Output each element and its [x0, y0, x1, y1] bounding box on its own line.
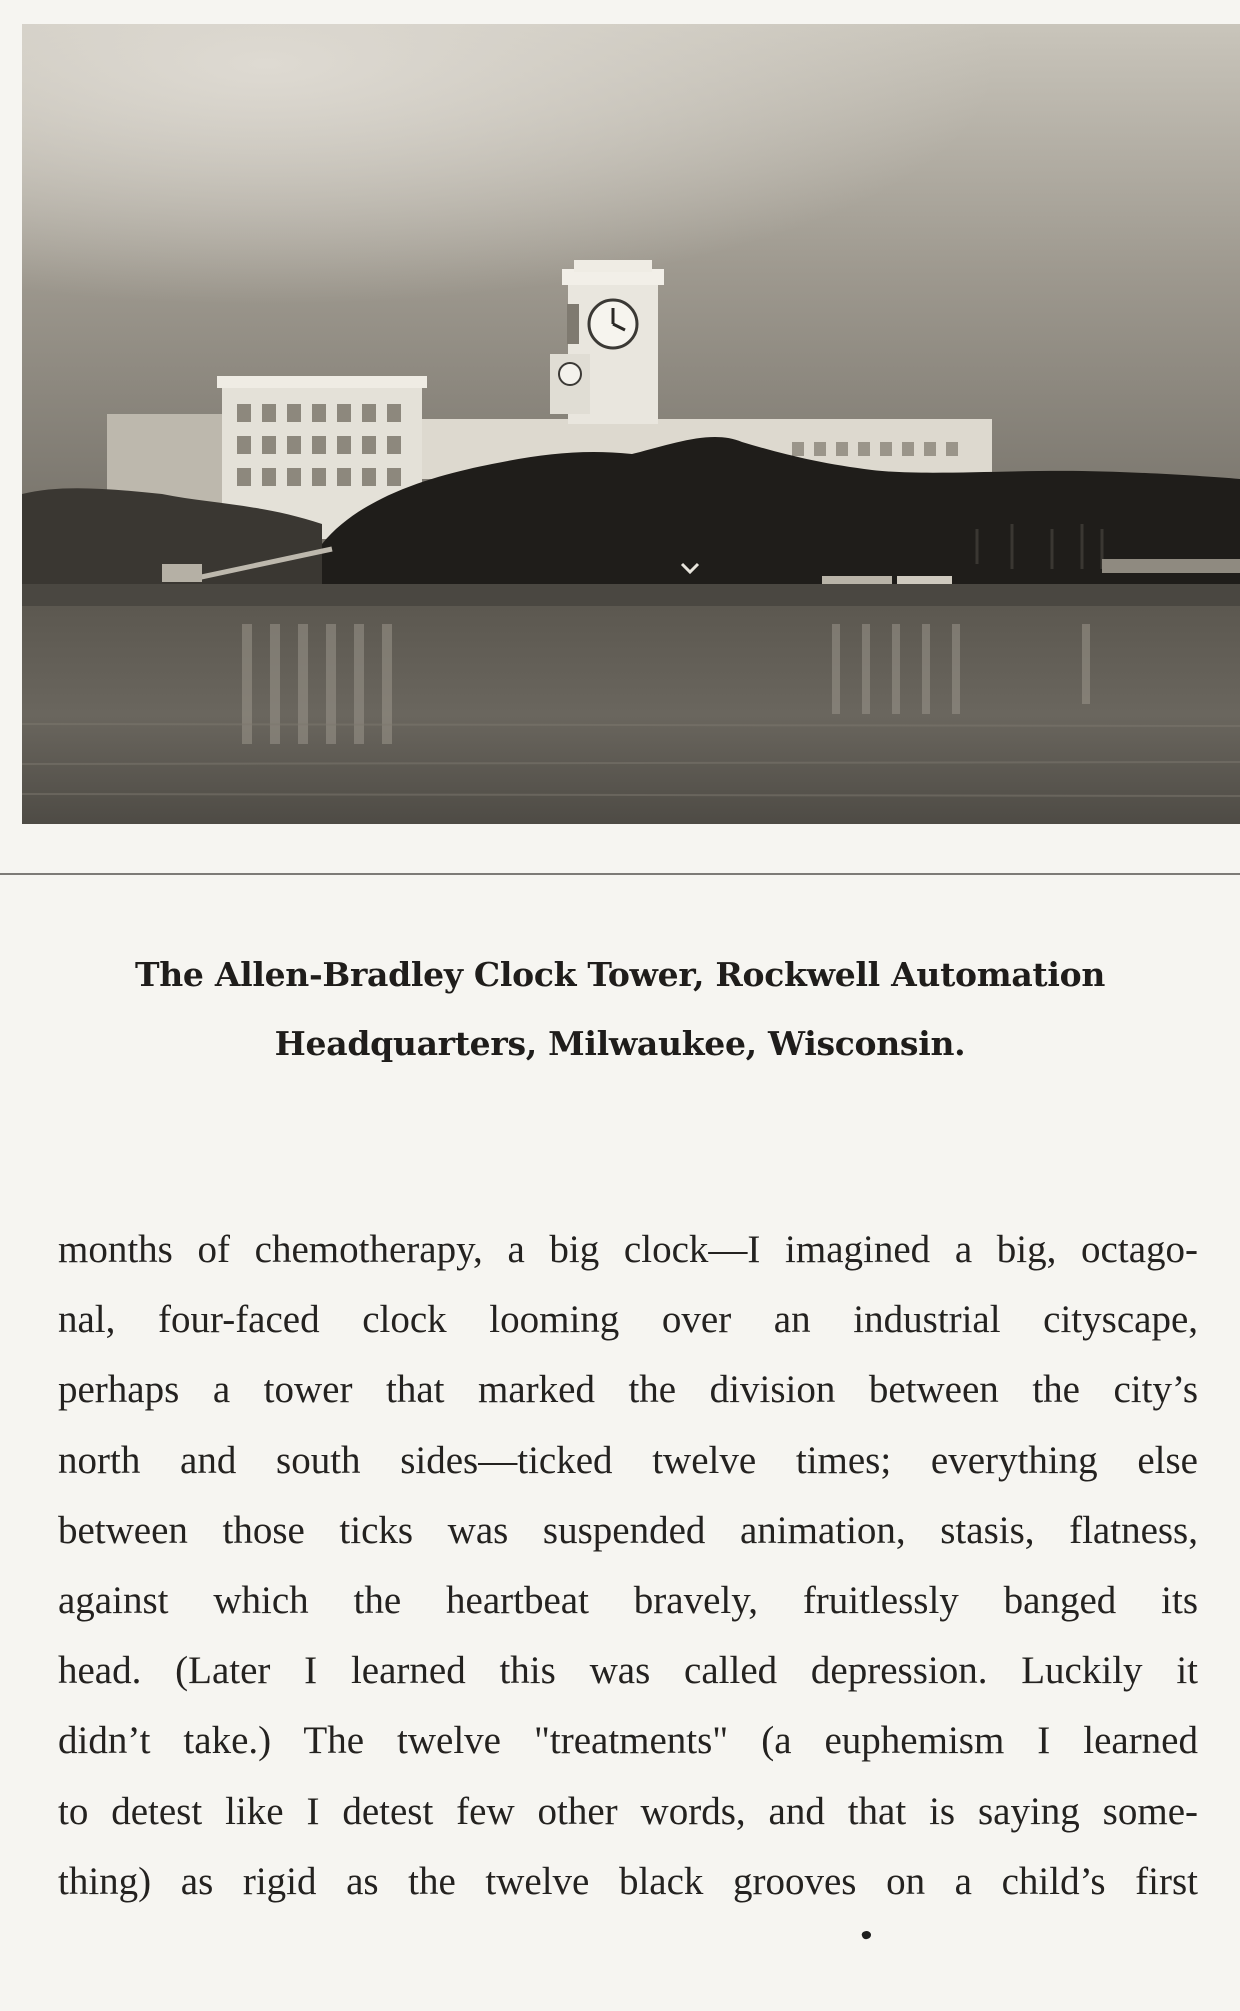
- caption-line: The Allen-Bradley Clock Tower, Rockwell Automation: [134, 955, 1106, 994]
- text-line: didn’t take.) The twelve "treatments" (a euphemism I learned: [58, 1719, 1198, 1763]
- text-line: perhaps a tower that marked the division between the city’s: [58, 1368, 1198, 1412]
- text-line: nal, four-faced clock looming over an industrial cityscape,: [58, 1298, 1198, 1342]
- text-line: thing) as rigid as the twelve black grooves on a child’s first: [58, 1859, 1198, 1903]
- text-line: between those ticks was suspended animation, stasis, flatness,: [58, 1508, 1198, 1552]
- text-line: months of chemotherapy, a big clock—I imagined a big, octago-: [58, 1228, 1198, 1271]
- text-line: to detest like I detest few other words, and that is saying some-: [58, 1789, 1198, 1833]
- body-paragraph: [58, 1215, 1198, 1917]
- text-line: north and south sides—ticked twelve times; everything else: [58, 1438, 1198, 1482]
- caption-line: Headquarters, Milwaukee, Wisconsin.: [274, 1024, 966, 1063]
- separator-rule: [0, 873, 1240, 875]
- text-line: against which the heartbeat bravely, fruitlessly banged its: [58, 1578, 1198, 1622]
- ink-speck: [861, 1930, 872, 1941]
- text-line: head. (Later I learned this was called depression. Luckily it: [58, 1649, 1198, 1693]
- clock-tower-photo-graphic: [22, 24, 1240, 824]
- clock-tower-photo: [22, 24, 1240, 824]
- photo-caption: [0, 940, 1240, 1078]
